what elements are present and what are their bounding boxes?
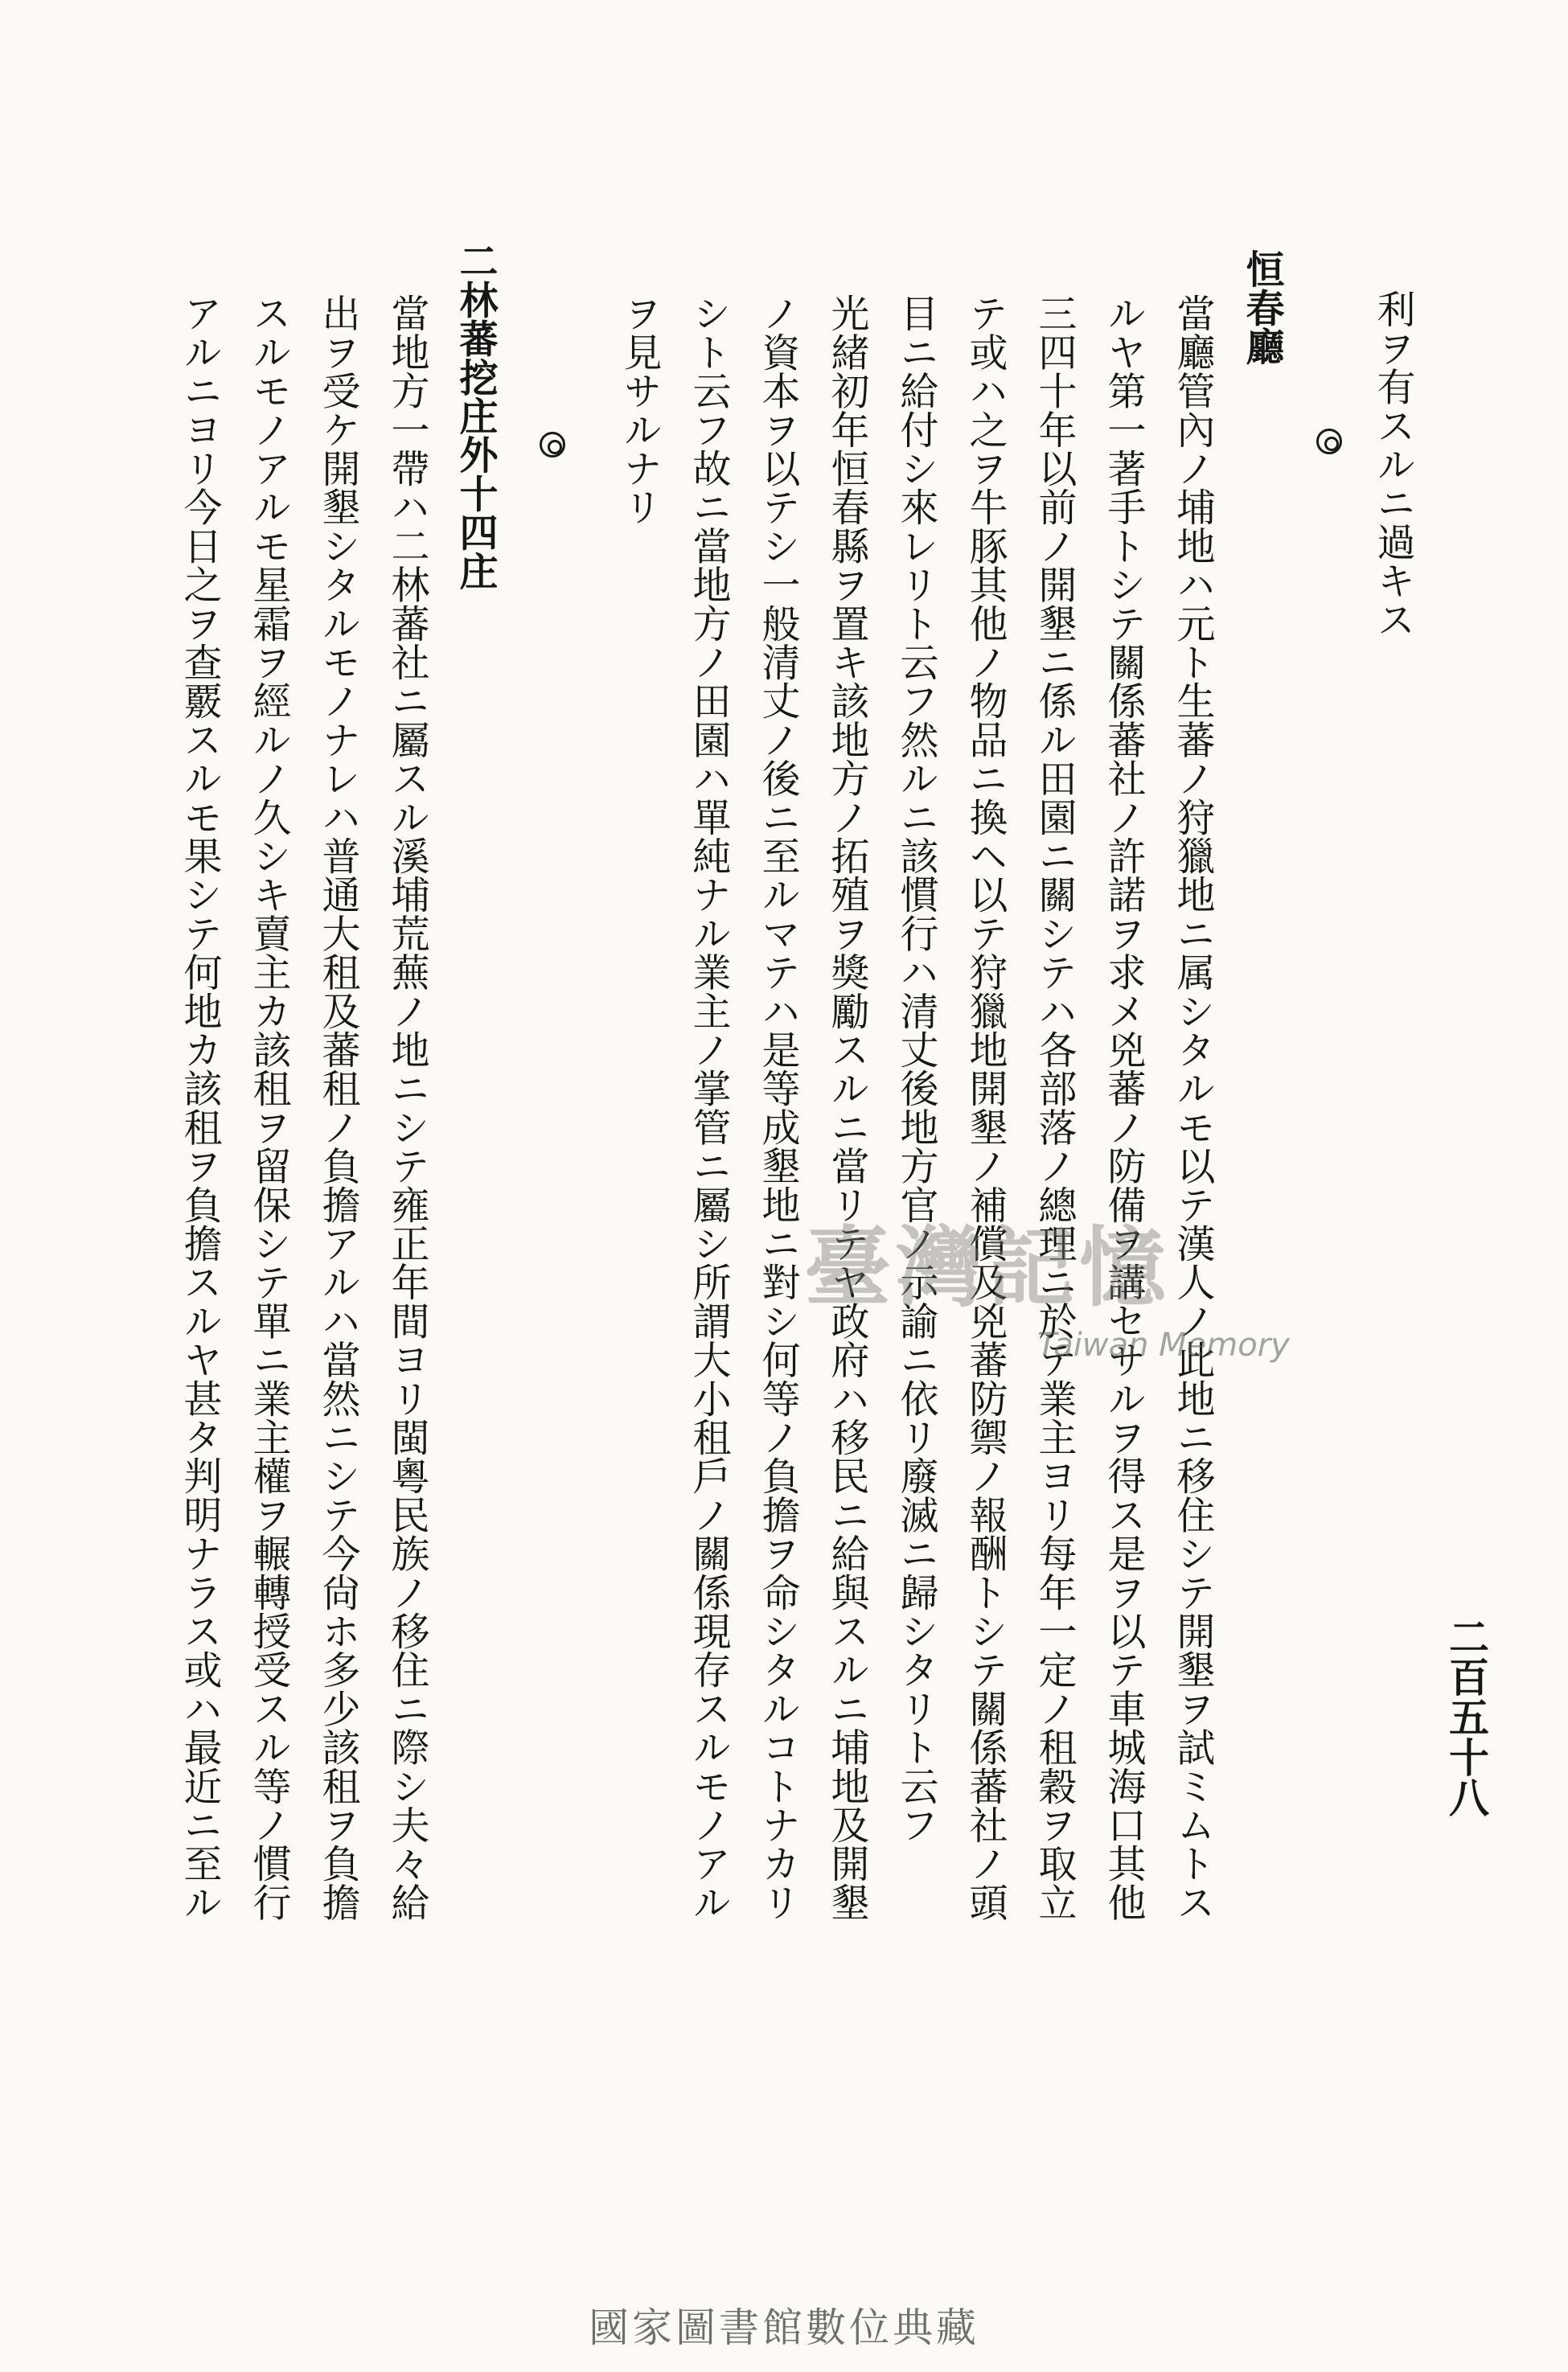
text-column-7: 目ニ給付シ來レリト云フ然ルニ該慣行ハ清丈後地方官ノ示諭ニ依リ廢滅ニ歸シタリト云フ [893,293,938,1844]
section-heading-erlin: 二林蕃挖庄外十四庄 [453,241,498,590]
text-column-5: 三四十年以前ノ開墾ニ係ル田園ニ關シテハ各部落ノ總理ニ於テ業主ヨリ每年一定ノ租穀ヲ取立 [1032,293,1077,1922]
circle-mark-icon [540,432,565,458]
text-column-15: スルモノアルモ星霜ヲ經ルノ久シキ賣主カ該租ヲ留保シテ單ニ業主權ヲ輾轉授受スル等ノ慣行 [246,293,291,1922]
text-column-4: ルヤ第一著手トシテ關係蕃社ノ許諾ヲ求メ兇蕃ノ防備ヲ講セサルヲ得ス是ヲ以テ車城海口其他 [1101,293,1146,1922]
text-column-3: 當廳管內ノ埔地ハ元ト生蕃ノ狩獵地ニ属シタルモ以テ漢人ノ此地ニ移住シテ開墾ヲ試ミムトス [1170,293,1215,1922]
text-column-6: テ或ハ之ヲ牛豚其他ノ物品ニ換ヘ以テ狩獵地開墾ノ補償及兇蕃防禦ノ報酬トシテ關係蕃社ノ頭 [963,293,1008,1922]
circle-mark-icon [1316,429,1342,454]
text-column-10: シト云フ故ニ當地方ノ田園ハ單純ナル業主ノ掌管ニ屬シ所謂大小租戶ノ關係現存スルモノアル [686,293,731,1922]
watermark-chinese: 臺灣記憶 [804,1217,1172,1319]
text-column-16: アルニヨリ今日之ヲ查覈スルモ果シテ何地カ該租ヲ負擔スルヤ甚タ判明ナラス或ハ最近ニ至ル [177,293,222,1922]
text-column-8: 光緒初年恒春縣ヲ置キ該地方ノ拓殖ヲ獎勵スルニ當リテヤ政府ハ移民ニ給與スルニ埔地及開墾 [824,293,869,1922]
text-column-14: 出ヲ受ケ開墾シタルモノナレハ普通大租及蕃租ノ負擔アルハ當然ニシテ今尙ホ多少該租ヲ負擔 [315,293,360,1922]
text-column-1: 利ヲ有スルニ過キス [1370,289,1415,638]
text-column-9: ノ資本ヲ以テシ一般清丈ノ後ニ至ルマテハ是等成墾地ニ對シ何等ノ負擔ヲ命シタルコトナカリ [755,293,800,1922]
footer-credit: 國家圖書館數位典藏 [589,2304,979,2351]
text-column-13: 當地方一帶ハ二林蕃社ニ屬スル溪埔荒蕪ノ地ニシテ雍正年間ヨリ閩粵民族ノ移住ニ際シ夫々給 [384,293,429,1922]
page-number: 二百五十八 [1443,1616,1490,1817]
text-column-11: ヲ見サルナリ [617,293,662,527]
section-heading-hengchun: 恒春廳 [1239,249,1284,366]
watermark-english: Taiwan Memory [1037,1327,1290,1364]
watermark [804,1198,1319,1383]
